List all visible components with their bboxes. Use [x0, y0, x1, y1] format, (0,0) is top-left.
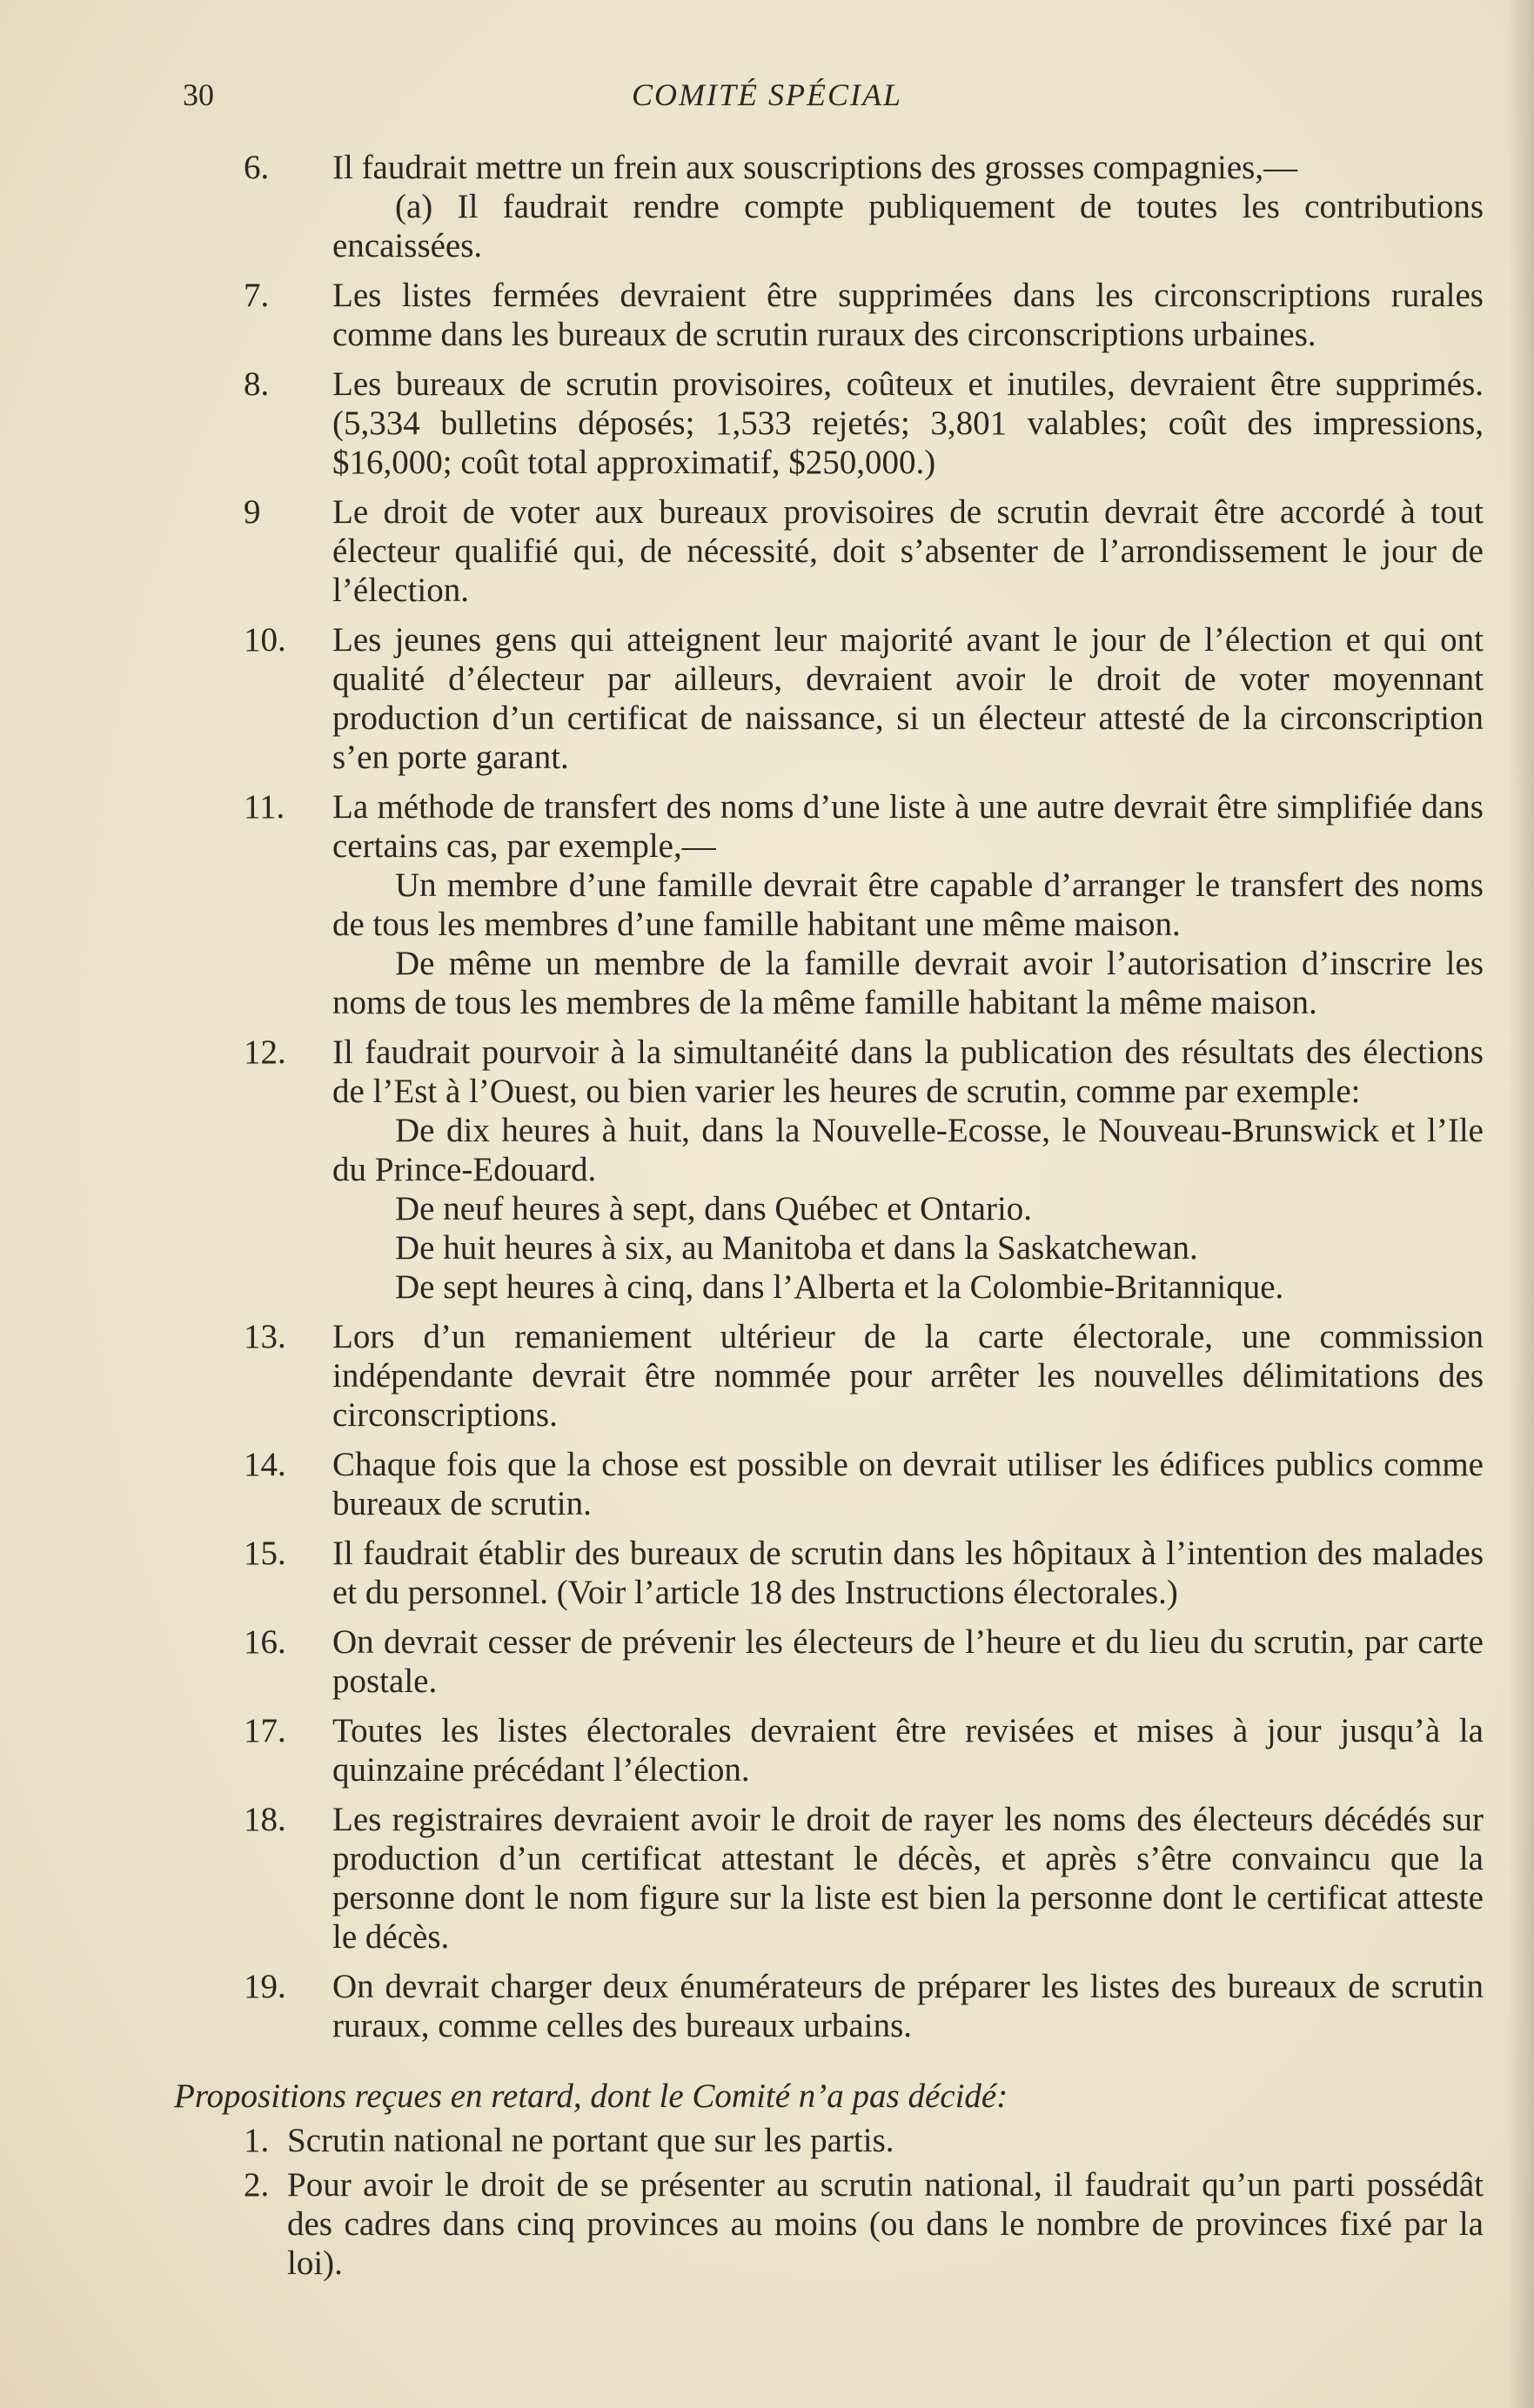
recommendation-item	[244, 492, 1484, 610]
item-number: 9	[244, 493, 261, 531]
item-number: 2.	[244, 2166, 270, 2204]
item-paragraph: Les listes fermées devraient être supprimées dans les circonscriptions rurales comme dans les bureaux de scrutin ruraux des circonscriptions urbaines.	[332, 277, 1484, 353]
late-proposal-item	[244, 2121, 1484, 2160]
recommendation-item	[244, 1445, 1484, 1523]
item-paragraph: Un membre d’une famille devrait être capable d’arranger le transfert des noms de tous les membres d’une famille habitant une même maison.	[332, 866, 1484, 943]
late-proposals-heading: Propositions reçues en retard, dont le Comité n’a pas décidé:	[174, 2077, 1008, 2115]
item-paragraph: Lors d’un remaniement ultérieur de la carte électorale, une commission indépendante devrait être nommée pour arrêter les nouvelles délimitations des circonscriptions.	[332, 1318, 1484, 1434]
recommendation-item	[244, 620, 1484, 777]
item-number: 18.	[244, 1801, 286, 1838]
late-proposal-item	[244, 2165, 1484, 2283]
item-paragraph: Il faudrait mettre un frein aux souscriptions des grosses compagnies,—	[332, 149, 1298, 186]
item-paragraph: Les bureaux de scrutin provisoires, coûteux et inutiles, devraient être supprimés. (5,334 bulletins déposés; 1,533 rejetés; 3,801 valables; coût des impressions, $16,000; coût total approximatif, $250,000.)	[332, 365, 1484, 481]
item-paragraph: On devrait charger deux énumérateurs de préparer les listes des bureaux de scrutin ruraux, comme celles des bureaux urbains.	[332, 1968, 1484, 2044]
recommendation-item	[244, 276, 1484, 354]
page-header	[0, 77, 1534, 129]
item-number: 11.	[244, 788, 285, 826]
item-paragraph: Toutes les listes électorales devraient être revisées et mises à jour jusqu’à la quinzaine précédant l’élection.	[332, 1712, 1484, 1789]
item-paragraph: De huit heures à six, au Manitoba et dans la Saskatchewan.	[395, 1229, 1198, 1267]
late-proposals-list	[244, 2121, 1484, 2283]
item-number: 6.	[244, 149, 270, 186]
running-title: COMITÉ SPÉCIAL	[632, 77, 902, 112]
recommendation-item	[244, 1967, 1484, 2045]
item-paragraph: De même un membre de la famille devrait avoir l’autorisation d’inscrire les noms de tous les membres de la même famille habitant la même maison.	[332, 945, 1484, 1021]
item-paragraph: La méthode de transfert des noms d’une liste à une autre devrait être simplifiée dans certains cas, par exemple,—	[332, 788, 1484, 865]
recommendation-item	[244, 1033, 1484, 1307]
item-paragraph: Pour avoir le droit de se présenter au scrutin national, il faudrait qu’un parti possédât des cadres dans cinq provinces au moins (ou dans le nombre de provinces fixé par la loi).	[287, 2166, 1484, 2282]
item-paragraph: De sept heures à cinq, dans l’Alberta et la Colombie-Britannique.	[395, 1268, 1284, 1306]
item-number: 1.	[244, 2122, 270, 2159]
recommendation-item	[244, 1800, 1484, 1956]
item-paragraph: Les registraires devraient avoir le droit de rayer les noms des électeurs décédés sur production d’un certificat attestant le décès, et après s’être convaincu que la personne dont le nom figure sur la liste est bien la personne dont le certificat atteste le décès.	[332, 1801, 1484, 1956]
item-number: 8.	[244, 365, 270, 403]
recommendation-list	[244, 148, 1484, 2045]
item-number: 10.	[244, 621, 286, 659]
page-number: 30	[183, 77, 214, 112]
item-number: 13.	[244, 1318, 286, 1355]
item-number: 12.	[244, 1033, 286, 1071]
recommendation-item	[244, 1534, 1484, 1612]
page-body	[174, 148, 1484, 2288]
item-paragraph: (a) Il faudrait rendre compte publiquement de toutes les contributions encaissées.	[332, 188, 1484, 264]
item-paragraph: Scrutin national ne portant que sur les partis.	[287, 2122, 894, 2159]
item-number: 14.	[244, 1446, 286, 1483]
item-paragraph: Les jeunes gens qui atteignent leur majorité avant le jour de l’élection et qui ont qualité d’électeur par ailleurs, devraient avoir le droit de voter moyennant production d’un certificat de naissance, si un électeur attesté de la circonscription s’en porte garant.	[332, 621, 1484, 776]
item-paragraph: De dix heures à huit, dans la Nouvelle-Ecosse, le Nouveau-Brunswick et l’Ile du Prince-Edouard.	[332, 1112, 1484, 1188]
item-number: 17.	[244, 1712, 286, 1749]
item-number: 15.	[244, 1535, 286, 1572]
recommendation-item	[244, 1622, 1484, 1701]
item-paragraph: On devrait cesser de prévenir les électeurs de l’heure et du lieu du scrutin, par carte postale.	[332, 1623, 1484, 1700]
recommendation-item	[244, 787, 1484, 1022]
item-number: 19.	[244, 1968, 286, 2005]
recommendation-item	[244, 1317, 1484, 1435]
page-edge-shadow	[1508, 0, 1534, 2408]
item-paragraph: Le droit de voter aux bureaux provisoires de scrutin devrait être accordé à tout électeur qualifié qui, de nécessité, doit s’absenter de l’arrondissement le jour de l’élection.	[332, 493, 1484, 609]
item-paragraph: Chaque fois que la chose est possible on devrait utiliser les édifices publics comme bureaux de scrutin.	[332, 1446, 1484, 1522]
item-number: 16.	[244, 1623, 286, 1661]
item-paragraph: Il faudrait établir des bureaux de scrutin dans les hôpitaux à l’intention des malades et du personnel. (Voir l’article 18 des Instructions électorales.)	[332, 1535, 1484, 1611]
recommendation-item	[244, 148, 1484, 265]
recommendation-item	[244, 365, 1484, 482]
recommendation-item	[244, 1711, 1484, 1789]
item-paragraph: De neuf heures à sept, dans Québec et Ontario.	[395, 1190, 1033, 1227]
item-number: 7.	[244, 277, 270, 314]
item-paragraph: Il faudrait pourvoir à la simultanéité dans la publication des résultats des élections de l’Est à l’Ouest, ou bien varier les heures de scrutin, comme par exemple:	[332, 1033, 1484, 1110]
